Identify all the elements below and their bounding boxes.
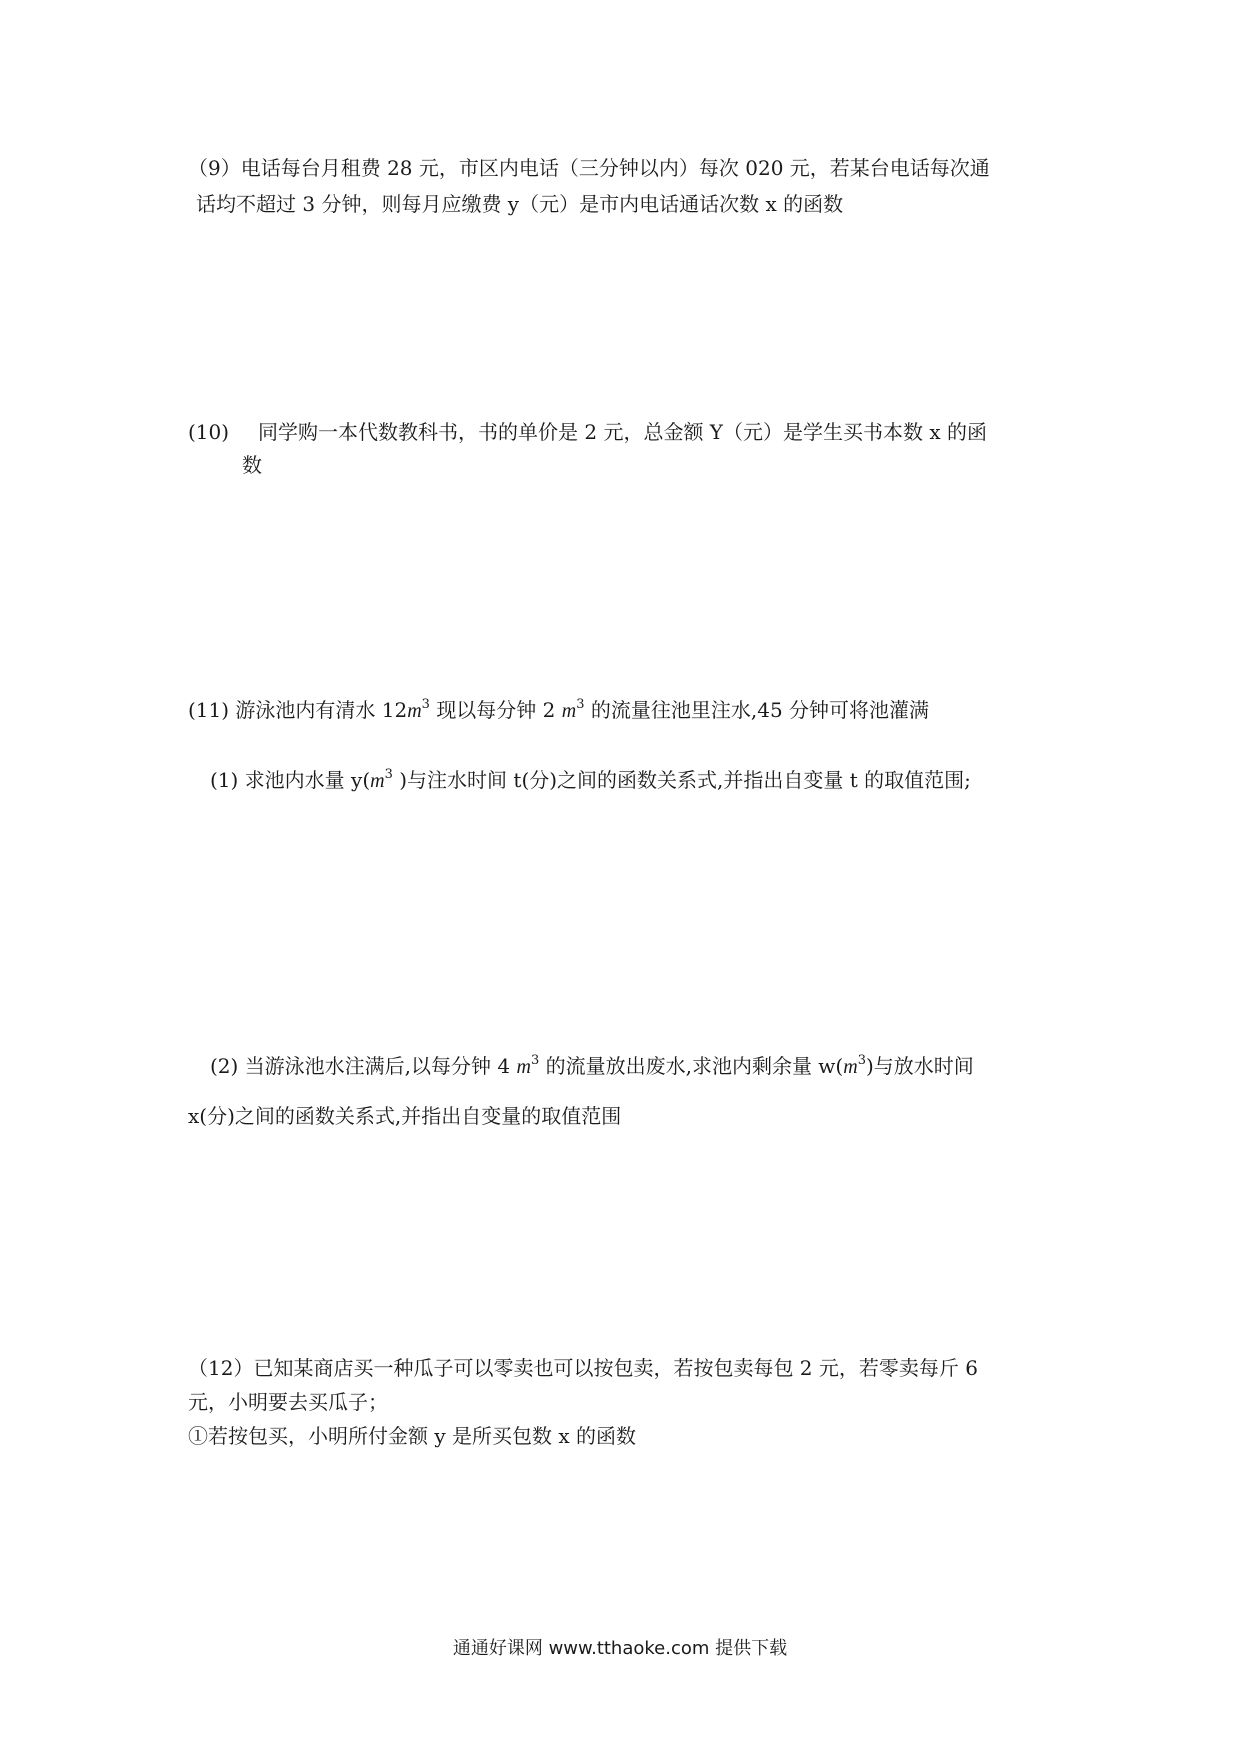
- q11-part-2-line-2: x(分)之间的函数关系式,并指出自变量的取值范围: [188, 1104, 622, 1128]
- unit-exponent: 3: [857, 1053, 866, 1068]
- unit-m: m: [843, 1056, 858, 1078]
- q11-part-1: [210, 767, 971, 792]
- unit-exponent: 3: [530, 1053, 540, 1068]
- unit-m: m: [407, 700, 422, 722]
- q12-line-3: ①若按包买，小明所付金额 y 是所买包数 x 的函数: [188, 1424, 637, 1448]
- q11-intro-a: (11) 游泳池内有清水 12: [188, 698, 408, 722]
- q11-intro-b: 现以每分钟 2: [436, 698, 556, 722]
- unit-m: m: [516, 1056, 531, 1078]
- q9-line-1: （9）电话每台月租费 28 元，市区内电话（三分钟以内）每次 020 元，若某台电话每次通: [188, 156, 990, 180]
- q11-part1-a: (1) 求池内水量 y(: [210, 768, 371, 792]
- q11-part1-b: )与注水时间 t(分)之间的函数关系式,并指出自变量 t 的取值范围;: [399, 768, 971, 792]
- unit-exponent: 3: [576, 697, 585, 712]
- q12-line-2: 元，小明要去买瓜子；: [188, 1390, 388, 1414]
- unit-exponent: 3: [384, 767, 393, 782]
- q10-line-1: 同学购一本代数教科书，书的单价是 2 元，总金额 Y（元）是学生买书本数 x 的函: [258, 420, 987, 444]
- q12-line-1: （12）已知某商店买一种瓜子可以零卖也可以按包卖，若按包卖每包 2 元，若零卖每斤 6: [188, 1356, 978, 1380]
- q11-part2-c: )与放水时间: [865, 1054, 974, 1078]
- unit-m: m: [370, 770, 385, 792]
- q10-line-2: 数: [242, 453, 262, 477]
- q11-part-2: [210, 1053, 974, 1078]
- q9-line-2: 话均不超过 3 分钟，则每月应缴费 y（元）是市内电话通话次数 x 的函数: [196, 192, 844, 216]
- q10-number: (10): [188, 420, 230, 444]
- page-footer: 通通好课网 www.tthaoke.com 提供下载: [452, 1638, 788, 1659]
- q11-part2-b: 的流量放出废水,求池内剩余量 w(: [545, 1054, 844, 1078]
- unit-exponent: 3: [421, 697, 430, 712]
- q11-intro: [188, 697, 930, 722]
- unit-m: m: [561, 700, 577, 722]
- q11-intro-c: 的流量往池里注水,45 分钟可将池灌满: [590, 698, 930, 722]
- q11-part2-a: (2) 当游泳池水注满后,以每分钟 4: [210, 1054, 511, 1078]
